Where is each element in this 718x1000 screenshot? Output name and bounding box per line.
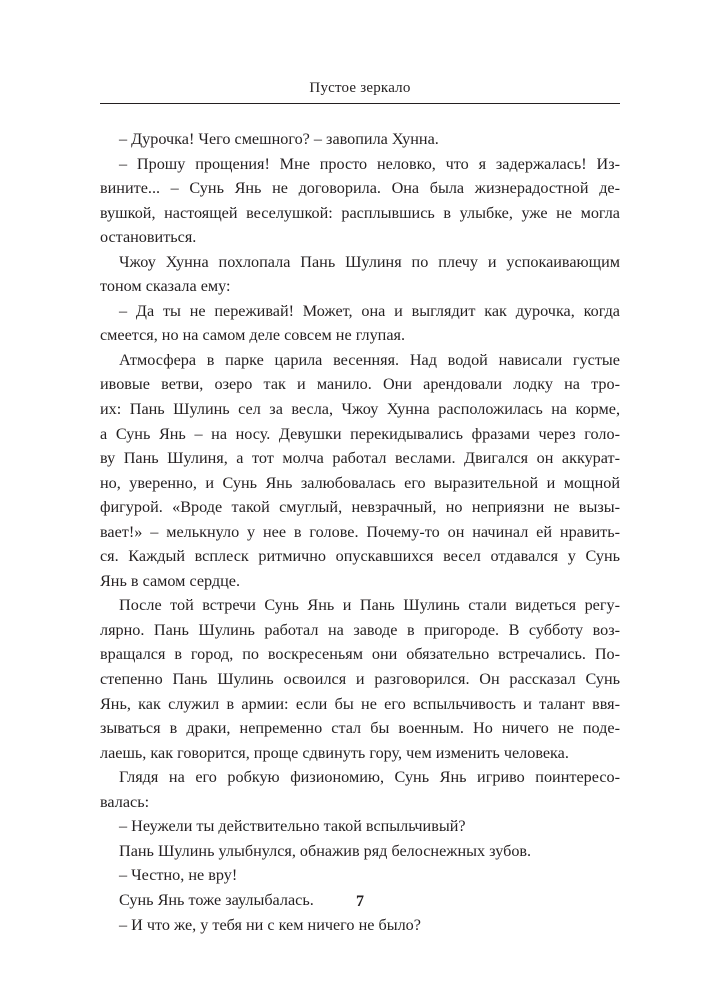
paragraph-line: смеется, но на самом деле совсем не глупая. (100, 326, 406, 345)
paragraph-first-line: – Неужели ты действительно такой вспыльчивый? (119, 817, 466, 836)
body-text (100, 127, 620, 937)
paragraph-line: валась: (100, 792, 150, 811)
paragraph-line: вините... – Сунь Янь не договорила. Она была жизнерадостной де- (100, 179, 620, 198)
paragraph-first-line: – Дурочка! Чего смешного? – завопила Хунна. (119, 130, 439, 148)
paragraph-first-line: После той встречи Сунь Янь и Пань Шулинь стали видеться регу- (119, 596, 620, 615)
paragraph-line: вает!» – мелькнуло у нее в голове. Почему-то он начинал ей нравить- (100, 522, 620, 541)
paragraph-line: лаешь, как говорится, проще сдвинуть гору, чем изменить человека. (100, 743, 569, 762)
paragraph-first-line: – Честно, не вру! (119, 866, 238, 885)
paragraph-line: а Сунь Янь – на носу. Девушки перекидывались фразами через голо- (100, 424, 620, 443)
running-head: Пустое зеркало (309, 80, 411, 96)
paragraph-line: зываться в драки, непременно стал бы военным. Но ничего не поде- (100, 719, 620, 738)
paragraph-first-line: Пань Шулинь улыбнулся, обнажив ряд белоснежных зубов. (119, 841, 532, 860)
paragraph-first-line: Глядя на его робкую физиономию, Сунь Янь игриво поинтересо- (119, 768, 620, 787)
paragraph-line: их: Пань Шулинь сел за весла, Чжоу Хунна расположилась на корме, (100, 400, 620, 419)
page-number: 7 (356, 893, 364, 910)
header-rule (100, 103, 620, 104)
paragraph-line: Янь, как служил в армии: если бы не его вспыльчивость и талант ввя- (100, 694, 620, 713)
paragraph-first-line: Атмосфера в парке царила весенняя. Над водой нависали густые (119, 350, 620, 369)
paragraph-line: ивовые ветви, озеро так и манило. Они арендовали лодку на тро- (100, 375, 620, 394)
paragraph-first-line: – И что же, у тебя ни с кем ничего не было? (119, 915, 421, 934)
paragraph-line: Янь в самом сердце. (100, 571, 241, 590)
paragraph-line: остановиться. (100, 228, 197, 247)
paragraph-first-line: – Да ты не переживай! Может, она и выглядит как дурочка, когда (119, 301, 620, 320)
paragraph-line: вушкой, настоящей веселушкой: расплывшись в улыбке, уже не могла (100, 203, 620, 222)
paragraph-line: степенно Пань Шулинь освоился и разговорился. Он рассказал Сунь (100, 670, 620, 689)
paragraph-line: лярно. Пань Шулинь работал на заводе в пригороде. В субботу воз- (100, 620, 620, 639)
paragraph-line: вращался в город, по воскресеньям они обязательно встречались. По- (100, 645, 620, 664)
paragraph-line: но, уверенно, и Сунь Янь залюбовалась его выразительной и мощной (100, 473, 620, 492)
paragraph-first-line: Чжоу Хунна похлопала Пань Шулиня по плечу и успокаивающим (119, 252, 620, 271)
paragraph-first-line: Сунь Янь тоже заулыбалась. (119, 890, 314, 909)
paragraph-line: тоном сказала ему: (100, 277, 231, 296)
paragraph-line: ву Пань Шулиня, а тот молча работал веслами. Двигался он аккурат- (100, 449, 620, 468)
paragraph-line: фигурой. «Вроде такой смуглый, невзрачный, но неприязни не вызы- (100, 498, 620, 517)
paragraph-line: ся. Каждый всплеск ритмично опускавшихся весел отдавался у Сунь (100, 547, 620, 566)
paragraph-first-line: – Прошу прощения! Мне просто неловко, что я задержалась! Из- (119, 154, 620, 173)
